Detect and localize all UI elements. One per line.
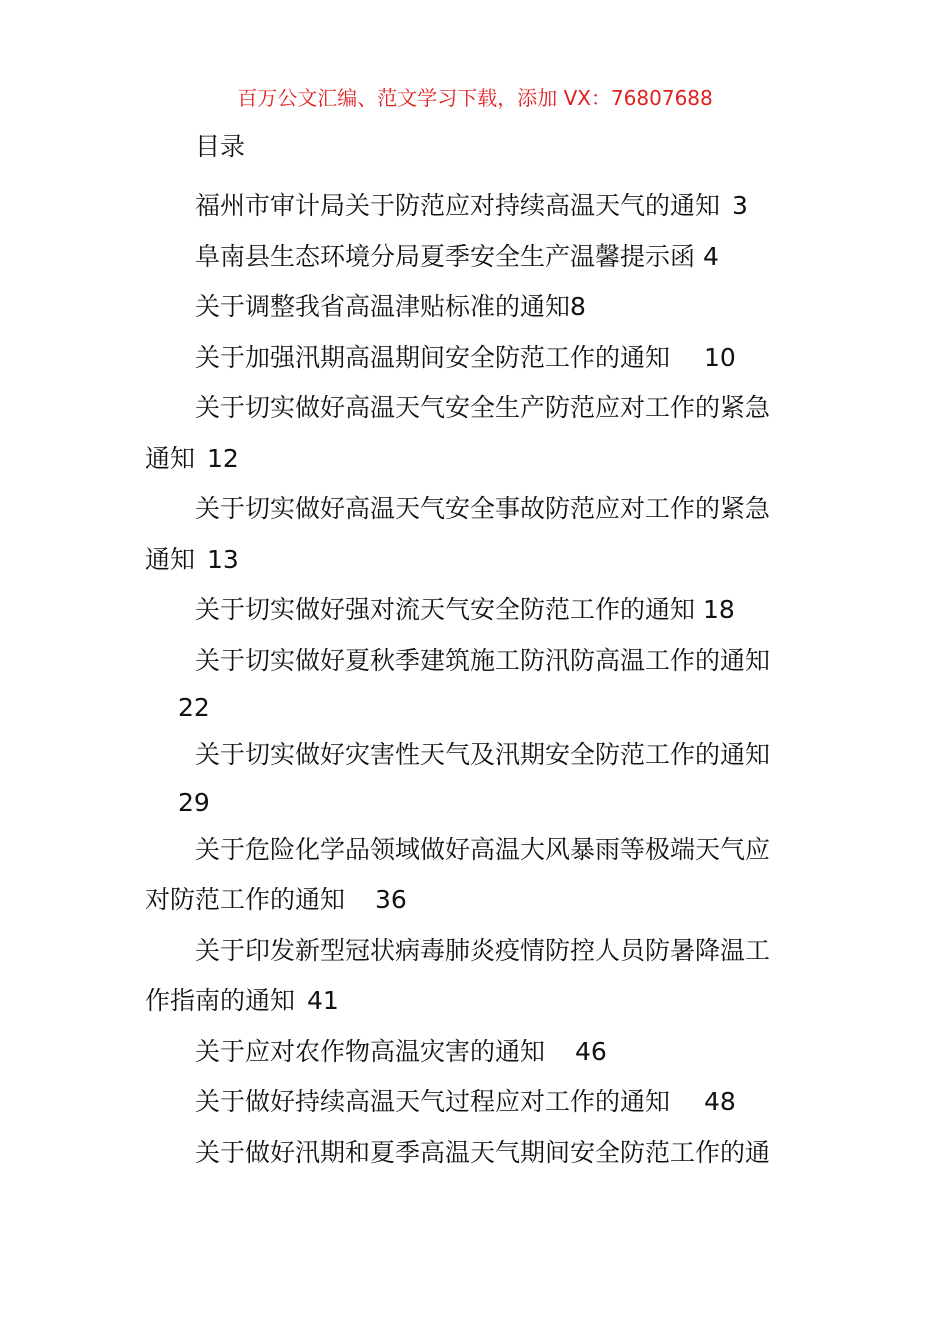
toc-entry[interactable] — [145, 926, 810, 1027]
table-of-contents — [145, 181, 810, 1178]
toc-entry-page: 4 — [703, 241, 719, 271]
toc-entry-title-continued: 通知 — [145, 443, 196, 473]
toc-entry-page: 22 — [178, 693, 210, 722]
toc-entry-title: 关于切实做好夏秋季建筑施工防汛防高温工作的通知 — [195, 645, 771, 675]
toc-entry[interactable] — [145, 585, 810, 636]
toc-entry[interactable] — [145, 636, 810, 731]
toc-entry-page: 8 — [570, 292, 586, 321]
toc-entry[interactable] — [145, 1027, 810, 1078]
toc-entry[interactable] — [145, 333, 810, 384]
toc-entry-page: 18 — [703, 595, 735, 624]
toc-entry[interactable] — [145, 1077, 810, 1128]
toc-entry[interactable] — [145, 730, 810, 825]
toc-entry-title: 关于加强汛期高温期间安全防范工作的通知 — [195, 342, 671, 372]
toc-entry-title-continued: 作指南的通知 — [145, 986, 296, 1015]
toc-entry-page: 10 — [704, 342, 736, 372]
toc-entry-title-continued: 通知 — [145, 544, 196, 574]
toc-entry-page: 12 — [207, 443, 239, 473]
toc-entry-page: 13 — [207, 544, 239, 574]
toc-entry-page: 41 — [307, 986, 339, 1015]
toc-entry-title: 关于切实做好强对流天气安全防范工作的通知 — [195, 595, 696, 624]
watermark-header-note: 百万公文汇编、范文学习下载，添加 VX：76807688 — [237, 86, 713, 110]
toc-entry-title: 关于应对农作物高温灾害的通知 — [195, 1036, 546, 1066]
toc-title: 目录 — [195, 132, 246, 161]
toc-entry[interactable] — [145, 484, 810, 585]
toc-entry-page: 36 — [375, 885, 407, 914]
toc-entry[interactable] — [145, 1128, 810, 1179]
toc-entry[interactable] — [145, 282, 810, 333]
toc-entry[interactable] — [145, 825, 810, 926]
toc-entry-title: 阜南县生态环境分局夏季安全生产温馨提示函 — [195, 241, 696, 271]
toc-entry[interactable] — [145, 232, 810, 283]
toc-entry-title: 关于危险化学品领域做好高温大风暴雨等极端天气应 — [195, 834, 771, 864]
toc-entry-page: 3 — [732, 191, 748, 220]
toc-entry-title: 关于切实做好高温天气安全生产防范应对工作的紧急 — [195, 393, 771, 422]
toc-entry-title: 关于印发新型冠状病毒肺炎疫情防控人员防暑降温工 — [195, 935, 771, 965]
toc-entry-title: 关于做好汛期和夏季高温天气期间安全防范工作的通 — [195, 1137, 771, 1167]
toc-entry[interactable] — [145, 181, 810, 232]
toc-entry-page: 29 — [178, 787, 210, 817]
toc-entry-title: 关于切实做好灾害性天气及汛期安全防范工作的通知 — [195, 740, 771, 769]
toc-entry-title: 福州市审计局关于防范应对持续高温天气的通知 — [195, 191, 721, 220]
toc-entry-title: 关于调整我省高温津贴标准的通知 — [195, 292, 571, 321]
toc-entry[interactable] — [145, 383, 810, 484]
toc-entry-page: 46 — [575, 1036, 607, 1066]
toc-entry-page: 48 — [704, 1087, 736, 1116]
toc-entry-title: 关于做好持续高温天气过程应对工作的通知 — [195, 1087, 671, 1116]
toc-entry-title: 关于切实做好高温天气安全事故防范应对工作的紧急 — [195, 494, 771, 523]
toc-entry-title-continued: 对防范工作的通知 — [145, 885, 346, 914]
